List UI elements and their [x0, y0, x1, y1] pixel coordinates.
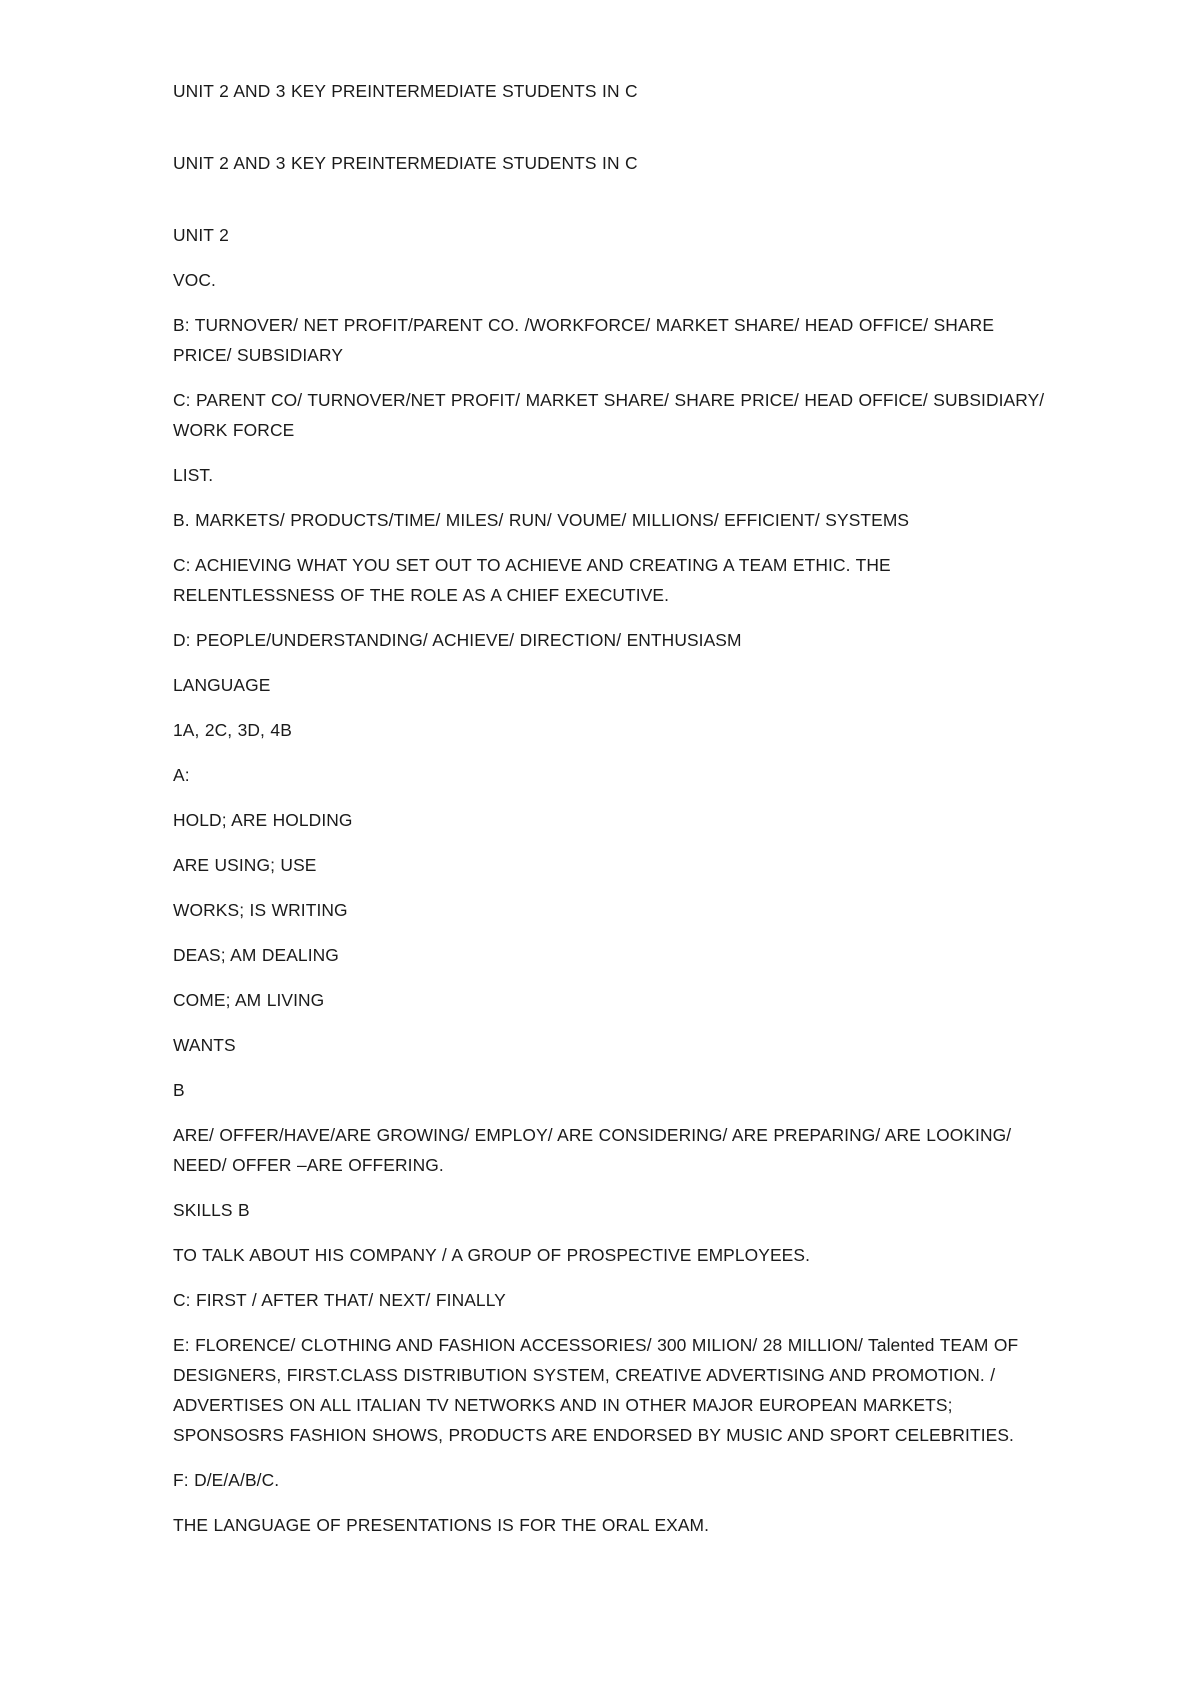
skills-heading: SKILLS B	[173, 1200, 250, 1220]
list-c-answers: C: ACHIEVING WHAT YOU SET OUT TO ACHIEVE AND CREATING A TEAM ETHIC. THE RELENTLESSNESS OF THE ROLE AS A CHIEF EXECUTIVE.	[173, 555, 891, 605]
unit-heading: UNIT 2	[173, 225, 229, 245]
language-b-answers: ARE/ OFFER/HAVE/ARE GROWING/ EMPLOY/ ARE CONSIDERING/ ARE PREPARING/ ARE LOOKING/ NEED/ OFFER –ARE OFFERING.	[173, 1125, 1012, 1175]
title-line-1: UNIT 2 AND 3 KEY PREINTERMEDIATE STUDENTS IN C	[173, 81, 638, 101]
language-a-item: ARE USING; USE	[173, 855, 317, 875]
language-a-item: HOLD; ARE HOLDING	[173, 810, 353, 830]
voc-c-answers: C: PARENT CO/ TURNOVER/NET PROFIT/ MARKET SHARE/ SHARE PRICE/ HEAD OFFICE/ SUBSIDIARY/ WORK FORCE	[173, 390, 1045, 440]
language-a-item: DEAS; AM DEALING	[173, 945, 339, 965]
skills-b-answer: TO TALK ABOUT HIS COMPANY / A GROUP OF PROSPECTIVE EMPLOYEES.	[173, 1245, 811, 1265]
document-body	[173, 76, 1053, 1555]
skills-e-answers: E: FLORENCE/ CLOTHING AND FASHION ACCESSORIES/ 300 MILION/ 28 MILLION/ Talented TEAM OF DESIGNERS, FIRST.CLASS DISTRIBUTION SYSTEM, CREATIVE ADVERTISING AND PROMOTION. / ADVERTISES ON ALL ITALIAN TV NETWORKS AND IN OTHER MAJOR EUROPEAN MARKETS; SPONSOSRS FASHION SHOWS, PRODUCTS ARE ENDORSED BY MUSIC AND SPORT CELEBRITIES.	[173, 1335, 1019, 1445]
title-line-2: UNIT 2 AND 3 KEY PREINTERMEDIATE STUDENTS IN C	[173, 153, 638, 173]
language-a-item: WORKS; IS WRITING	[173, 900, 348, 920]
list-b-answers: B. MARKETS/ PRODUCTS/TIME/ MILES/ RUN/ VOUME/ MILLIONS/ EFFICIENT/ SYSTEMS	[173, 510, 910, 530]
language-heading: LANGUAGE	[173, 675, 271, 695]
voc-heading: VOC.	[173, 270, 216, 290]
voc-b-answers: B: TURNOVER/ NET PROFIT/PARENT CO. /WORKFORCE/ MARKET SHARE/ HEAD OFFICE/ SHARE PRICE/ SUBSIDIARY	[173, 315, 995, 365]
language-a-heading: A:	[173, 765, 190, 785]
closing-note: THE LANGUAGE OF PRESENTATIONS IS FOR THE ORAL EXAM.	[173, 1515, 710, 1535]
language-matches: 1A, 2C, 3D, 4B	[173, 720, 292, 740]
language-a-item: COME; AM LIVING	[173, 990, 325, 1010]
skills-c-answers: C: FIRST / AFTER THAT/ NEXT/ FINALLY	[173, 1290, 506, 1310]
skills-f-answers: F: D/E/A/B/C.	[173, 1470, 280, 1490]
list-d-answers: D: PEOPLE/UNDERSTANDING/ ACHIEVE/ DIRECTION/ ENTHUSIASM	[173, 630, 742, 650]
language-a-item: WANTS	[173, 1035, 236, 1055]
language-b-heading: B	[173, 1080, 185, 1100]
list-heading: LIST.	[173, 465, 214, 485]
